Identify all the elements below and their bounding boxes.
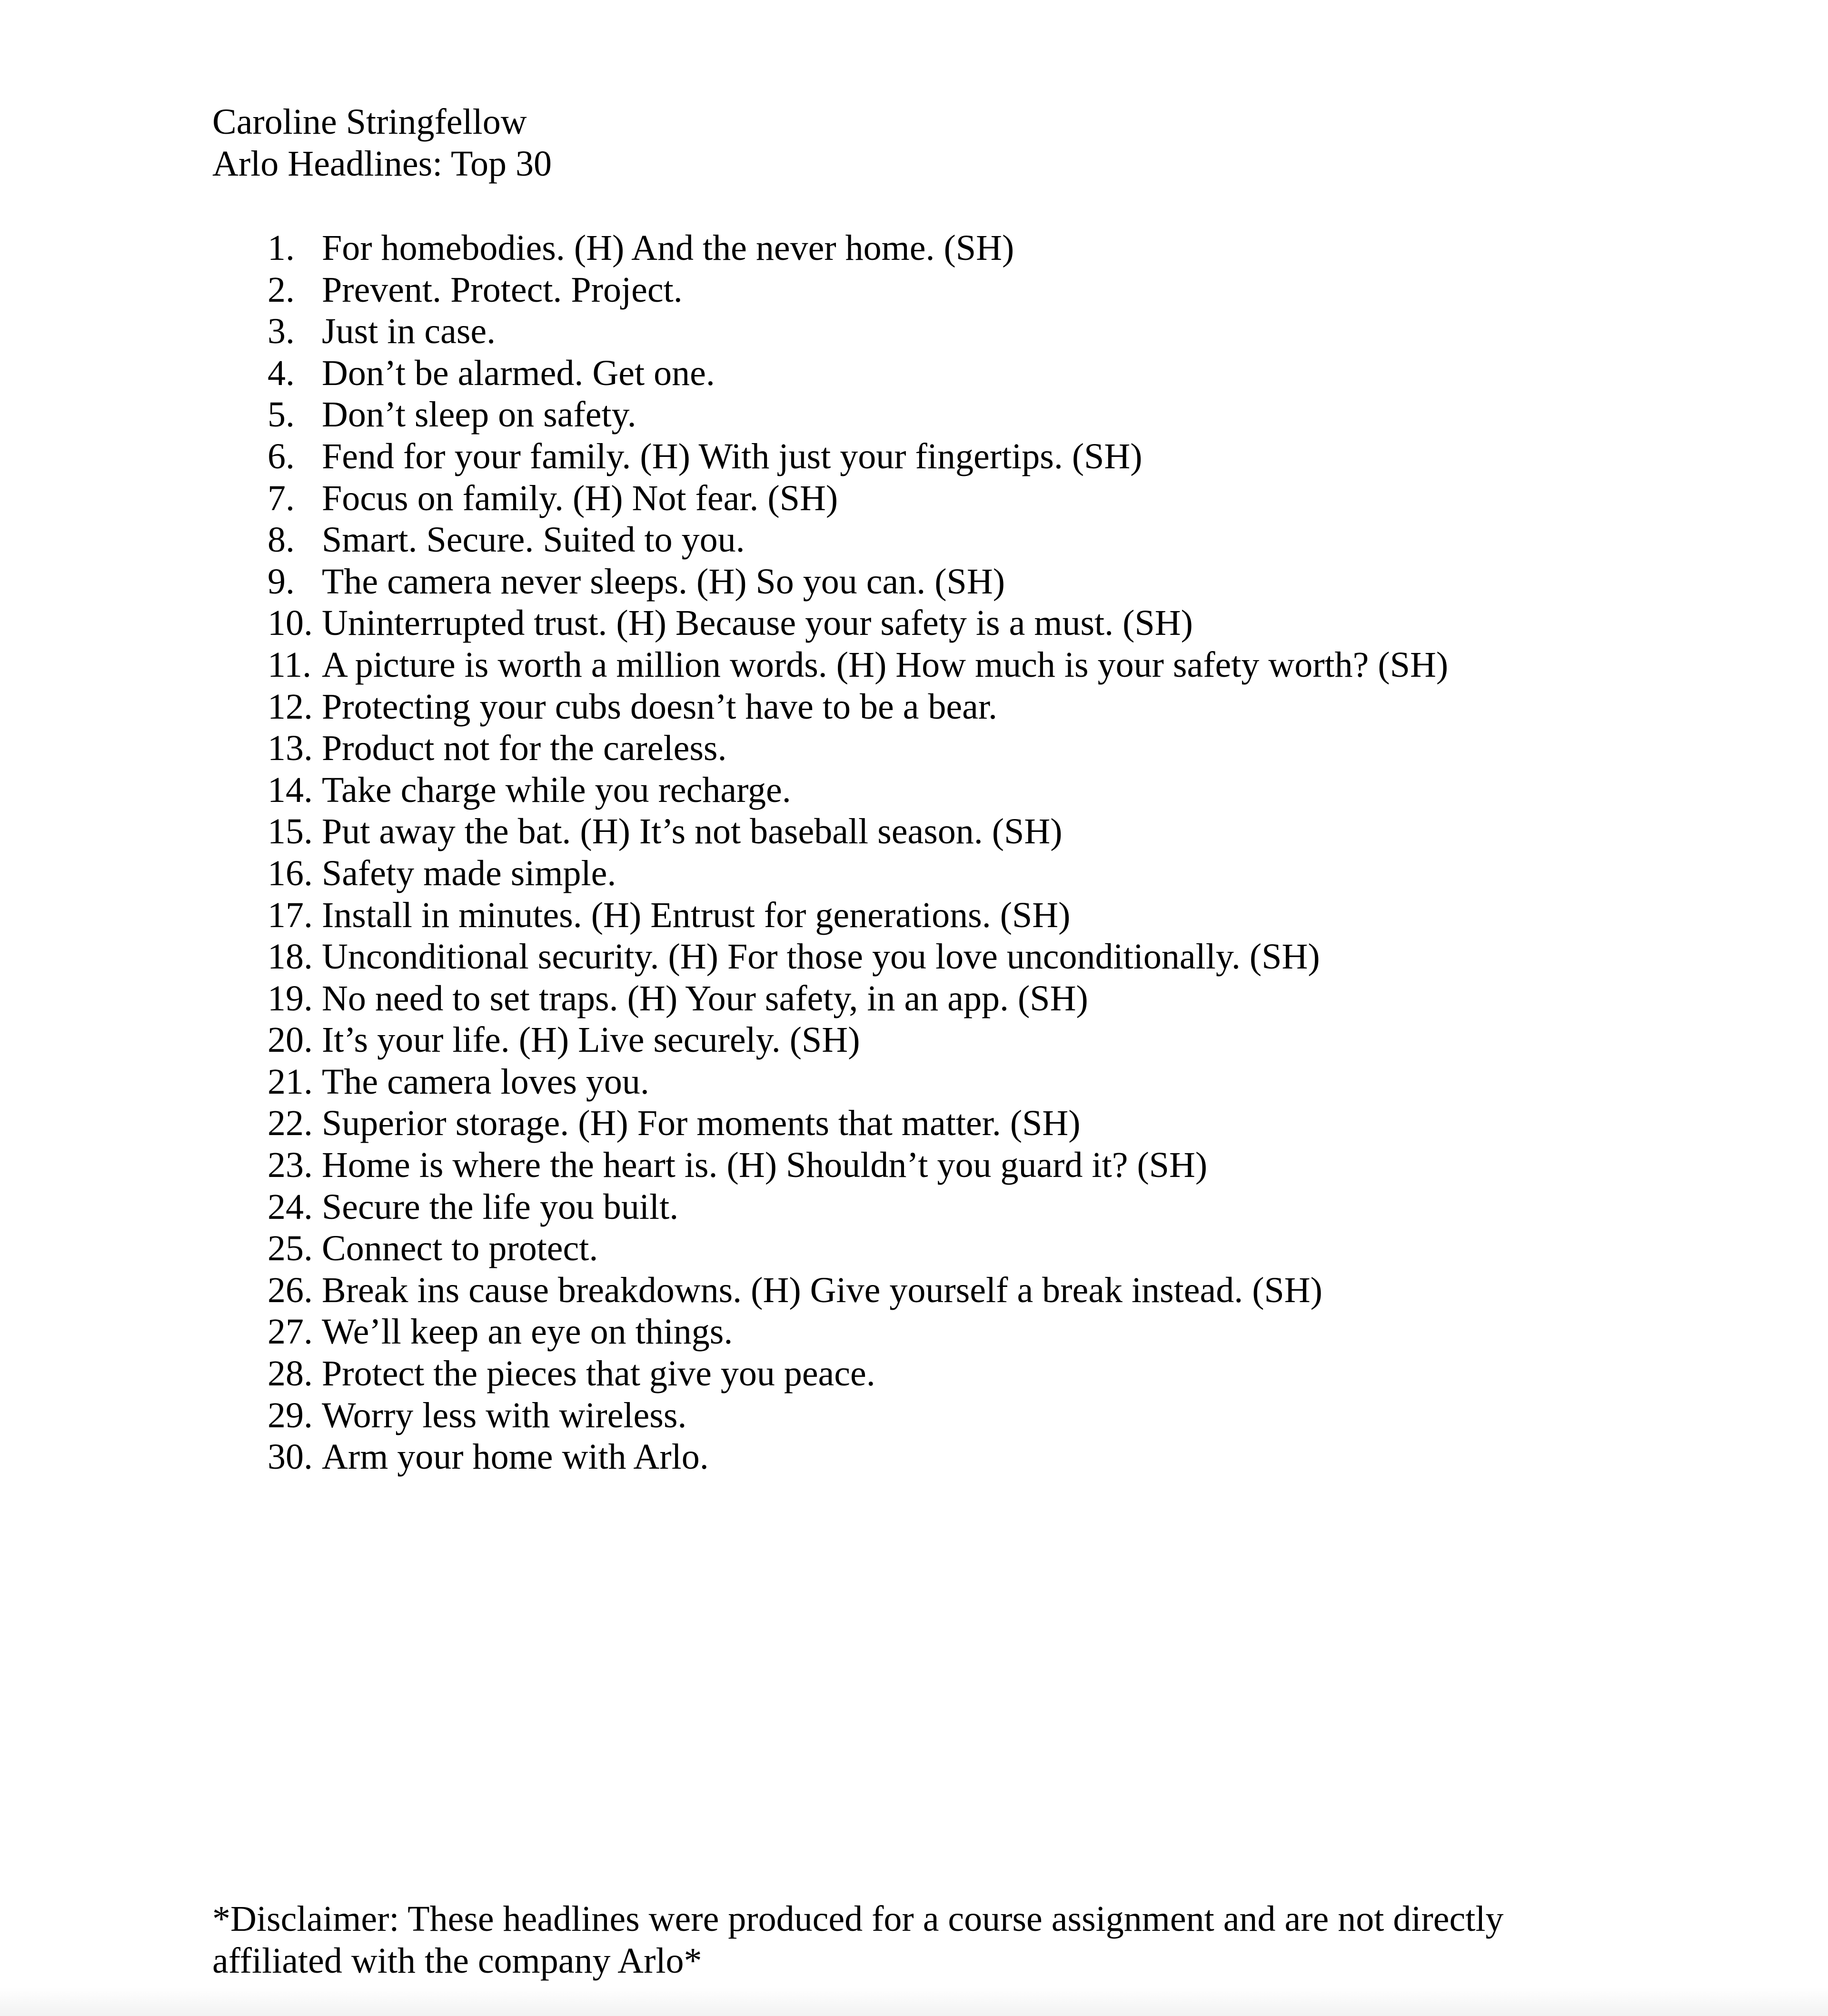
headline-text: Home is where the heart is. (H) Shouldn’t you guard it? (SH) (322, 1145, 1208, 1186)
headline-number: 30. (268, 1437, 313, 1477)
headline-item (268, 853, 1448, 895)
headline-text: Safety made simple. (322, 853, 616, 893)
headline-text: Protecting your cubs doesn’t have to be a bear. (322, 686, 997, 727)
headline-number: 16. (268, 853, 313, 893)
headline-number: 21. (268, 1061, 313, 1102)
headline-text: A picture is worth a million words. (H) How much is your safety worth? (SH) (322, 644, 1449, 685)
headline-item (268, 1103, 1448, 1145)
headline-item (268, 1019, 1448, 1061)
headline-item (268, 353, 1448, 395)
headline-text: Just in case. (322, 311, 496, 352)
headline-text: Fend for your family. (H) With just your fingertips. (SH) (322, 436, 1142, 476)
headline-text: Don’t sleep on safety. (322, 395, 636, 435)
headline-number: 7. (268, 478, 295, 518)
headline-item (268, 1395, 1448, 1437)
headline-item (268, 603, 1448, 644)
headline-number: 4. (268, 353, 295, 393)
headline-item (268, 394, 1448, 436)
headline-item (268, 936, 1448, 978)
headline-number: 5. (268, 395, 295, 435)
headline-item (268, 1311, 1448, 1353)
headline-number: 25. (268, 1228, 313, 1269)
headline-text: Uninterrupted trust. (H) Because your safety is a must. (SH) (322, 603, 1193, 643)
headline-item (268, 1186, 1448, 1228)
headline-number: 20. (268, 1020, 313, 1060)
headline-item (268, 770, 1448, 811)
headline-number: 29. (268, 1395, 313, 1435)
headline-item (268, 895, 1448, 937)
headline-item (268, 1436, 1448, 1478)
headline-text: Break ins cause breakdowns. (H) Give yourself a break instead. (SH) (322, 1270, 1322, 1310)
document-title: Arlo Headlines: Top 30 (212, 144, 552, 184)
headline-number: 3. (268, 311, 295, 352)
headline-text: Put away the bat. (H) It’s not baseball season. (SH) (322, 811, 1063, 852)
headline-text: Connect to protect. (322, 1228, 598, 1269)
headline-number: 11. (268, 644, 312, 685)
headline-text: Arm your home with Arlo. (322, 1437, 709, 1477)
headline-number: 28. (268, 1354, 313, 1394)
headline-text: Smart. Secure. Suited to you. (322, 520, 745, 560)
headline-text: Take charge while you recharge. (322, 770, 791, 810)
headline-text: We’ll keep an eye on things. (322, 1312, 733, 1352)
headline-number: 17. (268, 895, 313, 935)
headline-item (268, 478, 1448, 520)
headline-list (268, 227, 1448, 1478)
headline-item (268, 561, 1448, 603)
headline-item (268, 1270, 1448, 1312)
page-bottom-edge (0, 1987, 1828, 2016)
headline-text: Unconditional security. (H) For those you love unconditionally. (SH) (322, 937, 1320, 977)
headline-text: The camera never sleeps. (H) So you can. (SH) (322, 561, 1005, 602)
headline-item (268, 311, 1448, 353)
headline-number: 10. (268, 603, 313, 643)
headline-item (268, 1061, 1448, 1103)
headline-text: For homebodies. (H) And the never home. (SH) (322, 228, 1014, 268)
headline-number: 26. (268, 1270, 313, 1310)
headline-text: Worry less with wireless. (322, 1395, 687, 1435)
headline-number: 22. (268, 1103, 313, 1144)
headline-number: 23. (268, 1145, 313, 1186)
headline-text: Protect the pieces that give you peace. (322, 1354, 875, 1394)
headline-number: 15. (268, 811, 313, 852)
headline-item (268, 1145, 1448, 1186)
headline-item (268, 644, 1448, 686)
headline-item (268, 519, 1448, 561)
headline-number: 8. (268, 520, 295, 560)
headline-item (268, 436, 1448, 478)
headline-number: 9. (268, 561, 295, 602)
headline-number: 19. (268, 978, 313, 1018)
headline-item (268, 811, 1448, 853)
headline-item (268, 269, 1448, 311)
headline-item (268, 978, 1448, 1020)
headline-item (268, 686, 1448, 728)
headline-number: 24. (268, 1186, 313, 1227)
headline-number: 2. (268, 269, 295, 310)
headline-text: Prevent. Protect. Project. (322, 269, 683, 310)
headline-text: Focus on family. (H) Not fear. (SH) (322, 478, 838, 518)
headline-item (268, 1228, 1448, 1270)
headline-text: Product not for the careless. (322, 728, 727, 769)
headline-text: Superior storage. (H) For moments that matter. (SH) (322, 1103, 1081, 1144)
headline-text: Install in minutes. (H) Entrust for generations. (SH) (322, 895, 1071, 935)
document-header (212, 101, 552, 185)
headline-text: Secure the life you built. (322, 1186, 679, 1227)
headline-item (268, 728, 1448, 770)
headline-number: 14. (268, 770, 313, 810)
headline-text: No need to set traps. (H) Your safety, in an app. (SH) (322, 978, 1088, 1018)
headline-number: 12. (268, 686, 313, 727)
headline-number: 27. (268, 1312, 313, 1352)
headline-number: 13. (268, 728, 313, 769)
headline-text: Don’t be alarmed. Get one. (322, 353, 715, 393)
headline-number: 18. (268, 937, 313, 977)
headline-number: 6. (268, 436, 295, 476)
author-name: Caroline Stringfellow (212, 102, 527, 142)
headline-text: It’s your life. (H) Live securely. (SH) (322, 1020, 860, 1060)
headline-text: The camera loves you. (322, 1061, 649, 1102)
headline-number: 1. (268, 228, 295, 268)
headline-item (268, 227, 1448, 269)
headline-item (268, 1353, 1448, 1395)
disclaimer-text: *Disclaimer: These headlines were produced for a course assignment and are not directly affiliated with the company Arlo* (212, 1899, 1504, 1981)
